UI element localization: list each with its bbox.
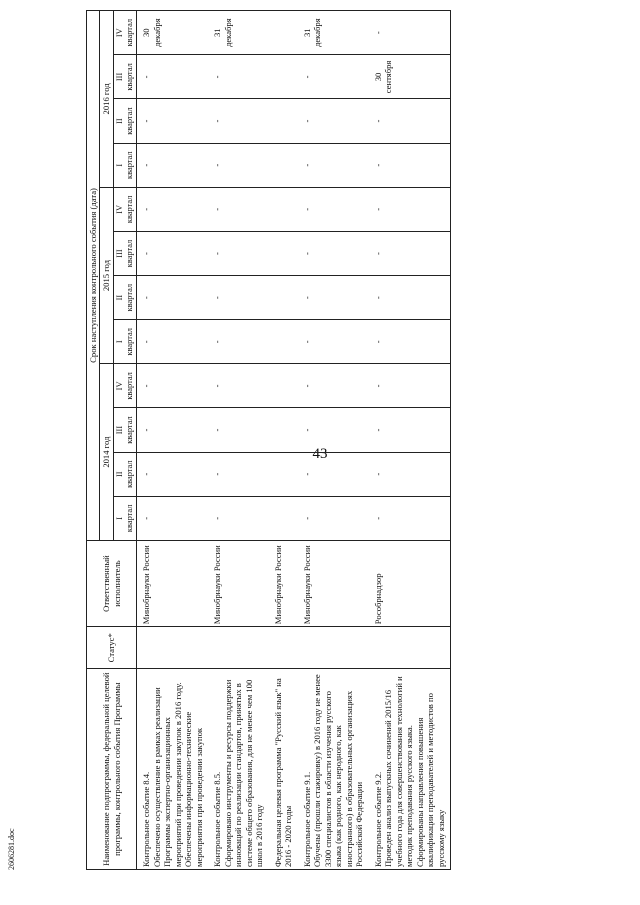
quarter-date-cell: 30 сентября bbox=[369, 55, 451, 99]
responsible-cell: Минобрнауки России bbox=[298, 540, 369, 626]
quarter-date-cell: 31 декабря bbox=[208, 11, 268, 55]
quarter-date-cell: - bbox=[137, 408, 208, 452]
quarter-date-cell: - bbox=[137, 496, 208, 540]
quarter-word: квартал bbox=[125, 504, 135, 533]
header-quarter bbox=[113, 452, 137, 496]
quarter-number: II bbox=[114, 294, 124, 301]
responsible-cell: Минобрнауки России bbox=[137, 540, 208, 626]
header-deadline: Срок наступления контрольного события (дата) bbox=[87, 11, 100, 541]
quarter-date-cell: - bbox=[298, 187, 369, 231]
event-name-line: Контрольное событие 9.2. bbox=[372, 771, 383, 867]
status-cell bbox=[269, 627, 298, 669]
quarter-date-cell: - bbox=[369, 276, 451, 320]
event-name-cell bbox=[369, 669, 451, 870]
responsible-cell: Минобрнауки России bbox=[208, 540, 268, 626]
quarter-number: III bbox=[114, 425, 124, 435]
header-year-2014: 2014 год bbox=[100, 364, 113, 541]
header-quarter bbox=[113, 496, 137, 540]
event-name-line: Контрольное событие 8.4. bbox=[141, 771, 152, 867]
status-cell bbox=[298, 627, 369, 669]
quarter-date-cell: - bbox=[208, 55, 268, 99]
event-name-line: Контрольное событие 8.5. bbox=[212, 771, 223, 867]
quarter-date-cell: - bbox=[208, 143, 268, 187]
header-responsible: Ответственный исполнитель bbox=[87, 540, 137, 626]
rotated-table-container bbox=[86, 10, 640, 870]
event-name-cell bbox=[137, 669, 208, 870]
quarter-date-cell bbox=[269, 276, 298, 320]
quarter-date-cell bbox=[269, 452, 298, 496]
header-quarter bbox=[113, 231, 137, 275]
event-name-cell bbox=[269, 669, 298, 870]
quarter-date-cell: 30 декабря bbox=[137, 11, 208, 55]
quarter-date-cell bbox=[269, 11, 298, 55]
header-quarter bbox=[113, 276, 137, 320]
event-name-line: Проведен анализ выпускных сочинений 2015/16 учебного года для совершенствования технологий и методик преподавания русского языка. Сформированы направления повышения квалификации преподавателей и методистов по русскому языку bbox=[383, 676, 446, 867]
responsible-cell: Минобрнауки России bbox=[269, 540, 298, 626]
quarter-date-cell: - bbox=[298, 364, 369, 408]
quarter-date-cell: - bbox=[369, 408, 451, 452]
quarter-date-cell: - bbox=[298, 55, 369, 99]
page-number: 43 bbox=[312, 446, 328, 462]
header-quarter bbox=[113, 187, 137, 231]
quarter-date-cell bbox=[269, 364, 298, 408]
quarter-number: IV bbox=[114, 204, 124, 214]
quarter-date-cell: 31 декабря bbox=[298, 11, 369, 55]
event-name-line: Контрольное событие 9.1. bbox=[301, 771, 312, 867]
quarter-word: квартал bbox=[125, 328, 135, 356]
quarter-number: III bbox=[114, 249, 124, 258]
quarter-number: II bbox=[114, 471, 124, 477]
quarter-date-cell: - bbox=[298, 408, 369, 452]
responsible-cell: Рособрнадзор bbox=[369, 540, 451, 626]
quarter-number: III bbox=[114, 72, 124, 82]
quarter-number: I bbox=[114, 340, 124, 344]
quarter-date-cell bbox=[269, 496, 298, 540]
quarter-date-cell: - bbox=[298, 276, 369, 320]
table-row bbox=[269, 11, 298, 870]
quarter-word: квартал bbox=[125, 151, 135, 179]
header-year-2015: 2015 год bbox=[100, 187, 113, 364]
status-cell bbox=[369, 627, 451, 669]
quarter-date-cell bbox=[269, 55, 298, 99]
event-name-line: Федеральная целевая программа "Русский язык" на 2016 - 2020 годы bbox=[272, 678, 294, 867]
quarter-word: квартал bbox=[125, 195, 135, 224]
quarter-number: I bbox=[114, 163, 124, 167]
quarter-word: квартал bbox=[125, 107, 135, 135]
status-cell bbox=[137, 627, 208, 669]
quarter-date-cell: - bbox=[369, 496, 451, 540]
header-quarter bbox=[113, 55, 137, 99]
table-row bbox=[369, 11, 451, 870]
document-filename: 2606281.doc bbox=[7, 828, 16, 870]
quarter-date-cell: - bbox=[208, 320, 268, 364]
quarter-date-cell: - bbox=[298, 231, 369, 275]
quarter-date-cell: - bbox=[137, 99, 208, 143]
header-name: Наименование подпрограммы, федеральной целевой программы, контрольного события Программы bbox=[87, 669, 137, 870]
quarter-date-cell: - bbox=[208, 364, 268, 408]
quarter-date-cell: - bbox=[369, 320, 451, 364]
quarter-word: квартал bbox=[125, 460, 135, 488]
quarter-date-cell: - bbox=[137, 55, 208, 99]
header-year-2016: 2016 год bbox=[100, 11, 113, 188]
quarter-date-cell bbox=[269, 408, 298, 452]
quarter-date-cell bbox=[269, 231, 298, 275]
header-quarter bbox=[113, 364, 137, 408]
quarter-word: квартал bbox=[125, 283, 135, 312]
quarter-date-cell: - bbox=[369, 143, 451, 187]
header-quarter bbox=[113, 11, 137, 55]
quarter-date-cell: - bbox=[208, 276, 268, 320]
quarter-date-cell: - bbox=[369, 231, 451, 275]
quarter-date-cell bbox=[269, 187, 298, 231]
quarter-word: квартал bbox=[125, 63, 135, 91]
quarter-word: квартал bbox=[125, 239, 135, 268]
quarter-date-cell: - bbox=[369, 99, 451, 143]
quarter-date-cell: - bbox=[137, 231, 208, 275]
quarter-date-cell: - bbox=[208, 408, 268, 452]
table-row bbox=[298, 11, 369, 870]
quarter-number: I bbox=[114, 516, 124, 520]
quarter-date-cell: - bbox=[137, 276, 208, 320]
control-events-table bbox=[86, 10, 451, 870]
table-row bbox=[208, 11, 268, 870]
quarter-word: квартал bbox=[125, 372, 135, 400]
quarter-date-cell: - bbox=[137, 364, 208, 408]
event-name-cell bbox=[208, 669, 268, 870]
event-name-line: Сформировано инструменты и ресурсы поддержки инноваций по реализации стандартов, принятых в системе общего образования, для не менее чем 100 школ в 2016 году bbox=[222, 679, 265, 867]
quarter-date-cell: - bbox=[369, 452, 451, 496]
header-quarter bbox=[113, 320, 137, 364]
quarter-number: II bbox=[114, 118, 124, 124]
table-row bbox=[137, 11, 208, 870]
quarter-number: IV bbox=[114, 28, 124, 38]
quarter-word: квартал bbox=[125, 18, 135, 47]
quarter-date-cell: - bbox=[208, 187, 268, 231]
event-name-line: Обучены (прошли стажировку) в 2016 году не менее 3300 специалистов в области изучения русского языка (как родного, как неродного, как иностранного) в образовательных организациях Российской Федерации bbox=[312, 674, 365, 867]
quarter-date-cell bbox=[269, 320, 298, 364]
quarter-date-cell: - bbox=[208, 99, 268, 143]
status-cell bbox=[208, 627, 268, 669]
header-status: Статус* bbox=[87, 627, 137, 669]
quarter-date-cell: - bbox=[298, 143, 369, 187]
quarter-date-cell: - bbox=[369, 187, 451, 231]
quarter-date-cell: - bbox=[137, 187, 208, 231]
quarter-date-cell: - bbox=[137, 143, 208, 187]
quarter-date-cell: - bbox=[137, 452, 208, 496]
quarter-date-cell: - bbox=[298, 496, 369, 540]
quarter-date-cell: - bbox=[369, 364, 451, 408]
quarter-date-cell: - bbox=[298, 320, 369, 364]
quarter-date-cell: - bbox=[208, 452, 268, 496]
quarter-word: квартал bbox=[125, 416, 135, 444]
quarter-date-cell: - bbox=[208, 231, 268, 275]
quarter-date-cell: - bbox=[298, 452, 369, 496]
quarter-date-cell: - bbox=[137, 320, 208, 364]
event-name-line: Обеспечено осуществление в рамках реализации Программы экспертно-организационных мероприятий при проведении закупок в 2016 году. Обеспечены информационно-технические мероприятия при проведении закупок bbox=[151, 682, 204, 867]
quarter-number: IV bbox=[114, 381, 124, 391]
quarter-date-cell bbox=[269, 99, 298, 143]
quarter-date-cell: - bbox=[298, 99, 369, 143]
header-quarter bbox=[113, 143, 137, 187]
quarter-date-cell: - bbox=[369, 11, 451, 55]
header-quarter bbox=[113, 408, 137, 452]
event-name-cell bbox=[298, 669, 369, 870]
header-quarter bbox=[113, 99, 137, 143]
quarter-date-cell: - bbox=[208, 496, 268, 540]
quarter-date-cell bbox=[269, 143, 298, 187]
